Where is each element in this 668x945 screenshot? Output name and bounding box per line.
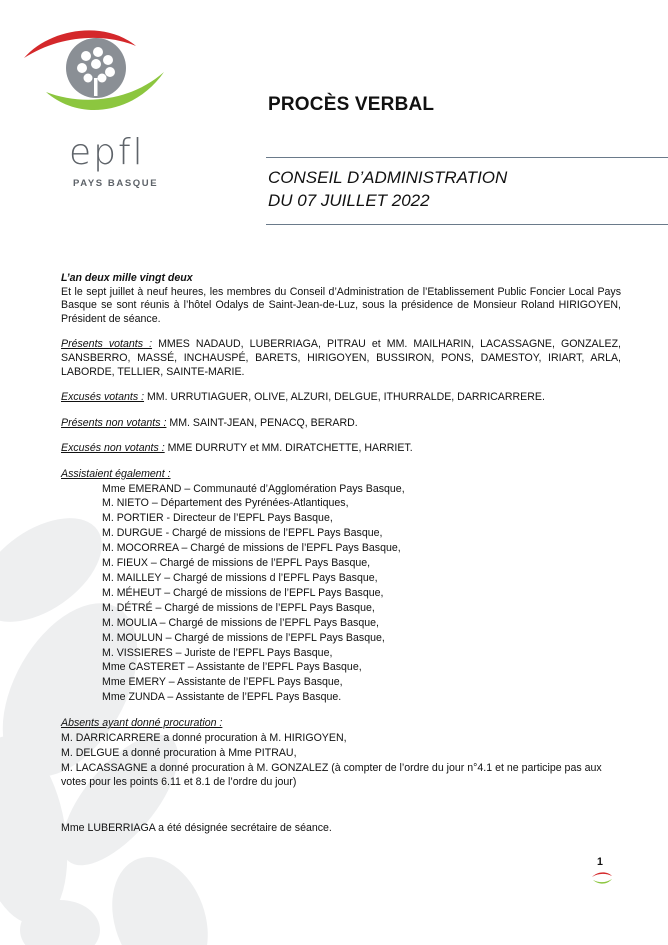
list-item: M. DELGUE a donné procuration à Mme PITRAU, xyxy=(61,746,297,759)
excuses-non-votants xyxy=(61,442,621,456)
excuses-votants-text: MM. URRUTIAGUER, OLIVE, ALZURI, DELGUE, ITHURRALDE, DARRICARRERE. xyxy=(144,391,545,404)
subtitle-line-1: CONSEIL D’ADMINISTRATION xyxy=(268,168,508,187)
excuses-non-votants-text: MME DURRUTY et MM. DIRATCHETTE, HARRIET. xyxy=(164,442,413,455)
list-item: M. PORTIER - Directeur de l’EPFL Pays Basque, xyxy=(102,512,333,525)
presents-votants xyxy=(61,338,621,379)
excuses-votants-label: Excusés votants : xyxy=(61,391,145,404)
list-item: Mme EMERAND – Communauté d’Agglomération Pays Basque, xyxy=(102,482,405,495)
absents-list xyxy=(61,731,621,791)
excuses-non-votants-label: Excusés non votants : xyxy=(61,442,165,455)
list-item: M. DARRICARRERE a donné procuration à M. HIRIGOYEN, xyxy=(61,731,347,744)
presents-non-votants-label: Présents non votants : xyxy=(61,416,167,429)
page-mark-icon xyxy=(590,870,614,886)
epfl-logo xyxy=(20,22,168,189)
secretaire-line: Mme LUBERRIAGA a été désignée secrétaire de séance. xyxy=(61,822,332,835)
document-body xyxy=(61,272,621,848)
list-item: Mme EMERY – Assistante de l’EPFL Pays Basque, xyxy=(102,676,343,689)
document-subtitle xyxy=(268,166,507,212)
intro-text: Et le sept juillet à neuf heures, les membres du Conseil d’Administration de l’Etablissement Public Foncier Local Pays Basque se sont réunis à l’hôtel Odalys de Saint-Jean-de-Luz, sous la présidence de Monsieur Roland HIRIGOYEN, Président de séance. xyxy=(61,285,621,325)
list-item: M. DURGUE - Chargé de missions de l’EPFL Pays Basque, xyxy=(102,527,383,540)
subtitle-line-2: DU 07 JUILLET 2022 xyxy=(268,191,430,210)
logo-wordmark: epfl xyxy=(69,132,145,173)
presents-non-votants xyxy=(61,417,621,431)
list-item: Mme CASTERET – Assistante de l’EPFL Pays Basque, xyxy=(102,661,362,674)
page-number: 1 xyxy=(597,856,603,868)
logo-subtitle: PAYS BASQUE xyxy=(73,178,159,189)
list-item: M. DÉTRÉ – Chargé de missions de l’EPFL Pays Basque, xyxy=(102,601,375,614)
header-rule-bottom xyxy=(266,224,668,225)
assistaient-section xyxy=(61,468,621,705)
document-title: PROCÈS VERBAL xyxy=(268,94,435,115)
list-item: Mme ZUNDA – Assistante de l’EPFL Pays Basque. xyxy=(102,691,342,704)
logo-tree-icon xyxy=(20,22,168,132)
list-item: M. FIEUX – Chargé de missions de l’EPFL Pays Basque, xyxy=(102,557,371,570)
list-item: M. MAILLEY – Chargé de missions d l’EPFL Pays Basque, xyxy=(102,571,378,584)
list-item: M. MOULUN – Chargé de missions de l’EPFL Pays Basque, xyxy=(102,631,385,644)
list-item: M. NIETO – Département des Pyrénées-Atlantiques, xyxy=(102,497,349,510)
list-item: M. MÉHEUT – Chargé de missions de l’EPFL Pays Basque, xyxy=(102,586,384,599)
list-item: M. MOCORREA – Chargé de missions de l’EPFL Pays Basque, xyxy=(102,542,401,555)
list-item: M. MOULIA – Chargé de missions de l’EPFL Pays Basque, xyxy=(102,616,379,629)
absents-label: Absents ayant donné procuration : xyxy=(61,717,223,730)
list-item: M. LACASSAGNE a donné procuration à M. GONZALEZ (à compter de l’ordre du jour n°4.1 et ne participe pas aux votes pour les points 6.11 et 8.1 de l’ordre du jour) xyxy=(61,761,602,789)
presents-votants-text: MMES NADAUD, LUBERRIAGA, PITRAU et MM. MAILHARIN, LACASSAGNE, GONZALEZ, SANSBERRO, MASSÉ, INCHAUSPÉ, BARETS, HIRIGOYEN, BUSSIRON, PONS, DAMESTOY, IRIART, ARLA, LABORDE, TELLIER, SAINTE-MARIE. xyxy=(61,338,621,378)
intro-paragraph xyxy=(61,272,621,326)
list-item: M. VISSIERES – Juriste de l’EPFL Pays Basque, xyxy=(102,646,333,659)
header-rule-top xyxy=(266,157,668,158)
presents-non-votants-text: MM. SAINT-JEAN, PENACQ, BERARD. xyxy=(166,416,358,429)
assistaient-label: Assistaient également : xyxy=(61,467,171,480)
assistaient-list xyxy=(61,482,621,706)
intro-heading: L’an deux mille vingt deux xyxy=(61,272,193,284)
excuses-votants xyxy=(61,391,621,405)
presents-votants-label: Présents votants : xyxy=(61,338,153,351)
absents-section xyxy=(61,717,621,790)
